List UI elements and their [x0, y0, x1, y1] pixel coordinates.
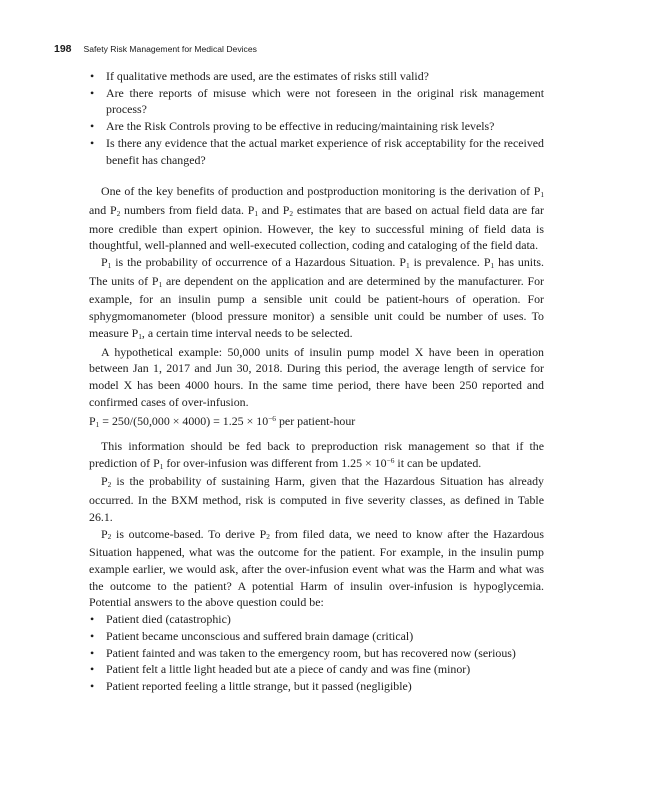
list-item: • Patient felt a little light headed but ate a piece of candy and was fine (minor) — [89, 661, 544, 678]
running-header — [54, 39, 257, 57]
list-item: • Patient fainted and was taken to the emergency room, but has recovered now (serious) — [89, 645, 544, 662]
paragraph-p1-definition: $P_1$ is the probability of occurrence of a Hazardous Situation. $P_1$ is prevalence. $P_1$ has units. The units of $P_1$ are dependent on the application and are determined by the manufacturer. For example, for an insulin pump a sensible unit could be patient-hours of operation. For sphygmomanometer (blood pressure monitor) a sensible unit could be number of uses. To measure $P_1$, a certain time interval needs to be selected. — [89, 255, 545, 341]
paragraph-feedback: This information should be fed back to preproduction risk management so that if the prediction of $P_1$ for over-infusion was different from $1.25 \times 10^{-6}$ it can be updated. — [89, 439, 544, 471]
paragraph-example: A hypothetical example: 50,000 units of insulin pump model X have been in operation between Jan 1, 2017 and Jun 30, 2018. During this period, the average length of service for model X has been 4000 hours. In the same time period, there have been 250 reported and confirmed cases of over-infusion. — [89, 344, 544, 409]
outcome-list — [89, 611, 544, 695]
paragraph-benefits: One of the key benefits of production and postproduction monitoring is the derivation of $P_1$ and $P_2$ numbers from field data. $P_1$ and $P_2$ estimates that are based on actual field data are far more credible than expert opinion. However, the key to successful mining of field data is thoughtful, well-planned and well-executed collection, coding and cataloging of the field data. — [89, 184, 544, 253]
running-title: Safety Risk Management for Medical Devices — [83, 44, 257, 54]
equation: $P_1 = 250/(50,000 \times 4000) = 1.25 \times 10^{-6}$ per patient-hour — [89, 414, 356, 430]
body-text — [89, 68, 544, 695]
list-item: • Are the Risk Controls proving to be effective in reducing/maintaining risk levels? — [89, 118, 544, 135]
paragraph-p2-definition: $P_2$ is the probability of sustaining Harm, given that the Hazardous Situation has already occurred. In the BXM method, risk is computed in five severity classes, as defined in Table 26.1. — [89, 474, 544, 524]
page-number: 198 — [54, 43, 72, 55]
list-item: • Are there reports of misuse which were not foreseen in the original risk management process? — [89, 85, 544, 118]
list-item: • Patient reported feeling a little strange, but it passed (negligible) — [89, 678, 544, 695]
list-item: • If qualitative methods are used, are the estimates of risks still valid? — [89, 68, 544, 85]
review-questions-list — [89, 68, 544, 168]
list-item: • Patient died (catastrophic) — [89, 611, 544, 628]
list-item: • Patient became unconscious and suffered brain damage (critical) — [89, 628, 544, 645]
list-item: • Is there any evidence that the actual market experience of risk acceptability for the received benefit has changed? — [89, 135, 544, 168]
paragraph-p2-outcome: $P_2$ is outcome-based. To derive $P_2$ from filed data, we need to know after the Hazardous Situation happened, what was the outcome for the patient. For example, in the insulin pump example earlier, we would ask, after the over-infusion event what was the Harm and what was the outcome to the patient? A potential Harm of insulin over-infusion is hypoglycemia. Potential answers to the above question could be: — [89, 526, 544, 610]
